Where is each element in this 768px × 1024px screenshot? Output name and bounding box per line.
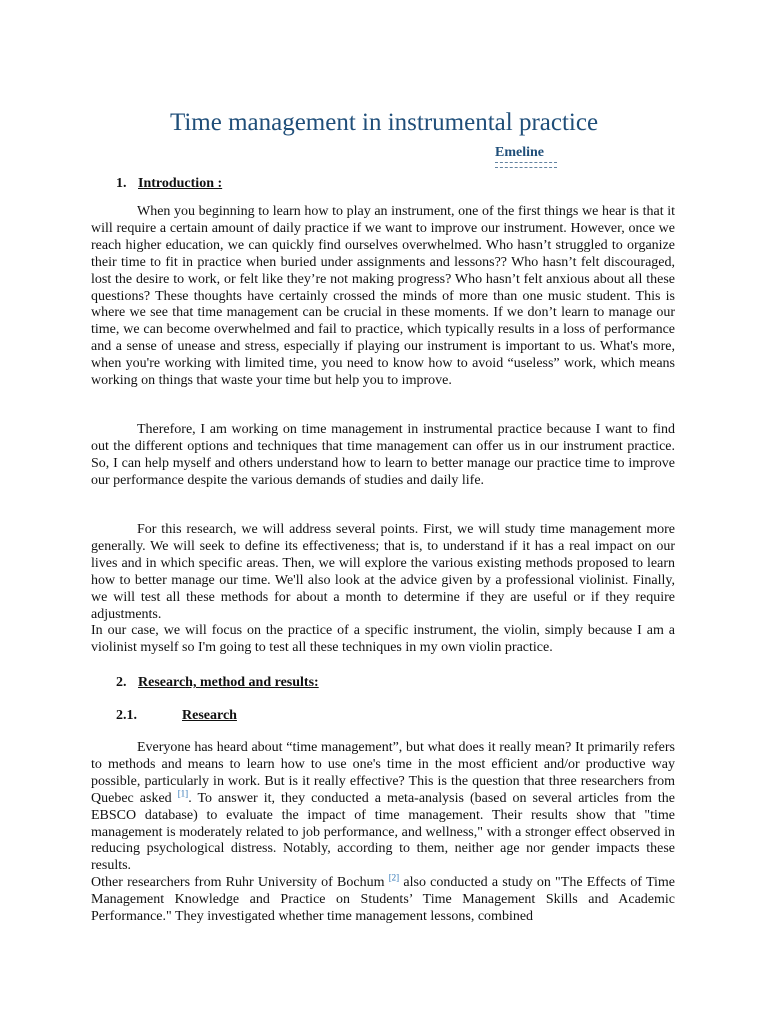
document-title: Time management in instrumental practice — [169, 109, 599, 136]
paragraph-research-1 — [91, 740, 675, 875]
subsection-number: 2.1. — [116, 708, 137, 723]
subsection-heading-research — [116, 707, 237, 724]
author-affiliation-line — [495, 162, 557, 168]
paragraph-introduction-2: Therefore, I am working on time management in instrumental practice because I want to find out the different options and techniques that time management can offer us in our instrument practice. So, I can help myself and others understand how to learn to better manage our practice time to improve our performance despite the various demands of studies and daily life. — [91, 422, 675, 488]
section-heading-research-method — [116, 674, 319, 691]
paragraph-research-2 — [91, 872, 675, 926]
paragraph-text: also conducted a study on "The Effects of Time Management Knowledge and Practice on Students’ Time Management Skills and Academic Performance." They investigated whether time management lessons, combined — [91, 875, 675, 924]
paragraph-introduction-4: In our case, we will focus on the practice of a specific instrument, the violin, simply because I am a violinist myself so I'm going to test all these techniques in my own violin practice. — [91, 623, 675, 655]
citation-link-2[interactable]: [2] — [388, 872, 400, 883]
section-number: 1. — [116, 176, 127, 191]
paragraph-introduction-1: When you beginning to learn how to play an instrument, one of the first things we hear is that it will require a certain amount of daily practice if we want to improve our instrument. However, once we reach higher education, we can quickly find ourselves overwhelmed. Who hasn’t struggled to organize their time to fit in practice when buried under assignments and lessons?? Who hasn’t felt discouraged, lost the desire to work, or felt like they’re not making progress? Who hasn’t felt anxious about all these questions? These thoughts have certainly crossed the minds of more than one music student. This is where we see that time management can be crucial in these moments. If we don’t learn to manage our time, we can become overwhelmed and fail to practice, which typically results in a loss of performance and a sense of unease and stress, especially if playing our instrument is important to us. What's more, when you're working with limited time, you need to know how to avoid “useless” work, which means working on things that waste your time but help you to improve. — [91, 204, 675, 389]
subsection-label: Research — [182, 708, 237, 723]
paragraph-text: Other researchers from Ruhr University of Bochum — [91, 875, 389, 890]
section-label: Research, method and results: — [138, 675, 319, 690]
paragraph-text: Everyone has heard about “time management”, but what does it really mean? It primarily refers to methods and means to learn how to use one's time in the most efficient and/or productive way possible, particularly in work. But is it really effective? This is the question that three researchers from Quebec asked — [91, 740, 675, 806]
citation-link-1[interactable]: [1] — [177, 788, 189, 799]
paragraph-text: . To answer it, they conducted a meta-analysis (based on several articles from the EBSCO database) to evaluate the impact of time management. Their results show that "time management is moderately related to job performance, and wellness," with a stronger effect observed in reducing psychological distress. Notably, according to them, neither age nor gender impacts these results. — [91, 790, 675, 874]
author-name: Emeline — [495, 145, 544, 160]
section-heading-introduction — [116, 175, 222, 192]
section-label: Introduction : — [138, 176, 223, 191]
paragraph-introduction-3: For this research, we will address several points. First, we will study time management more generally. We will seek to define its effectiveness; that is, to understand if it has a real impact on our lives and in which specific areas. Then, we will explore the various existing methods proposed to learn how to better manage our time. We'll also look at the advice given by a professional violinist. Finally, we will test all these methods for about a month to determine if they are useful or if they require adjustments. — [91, 522, 675, 622]
section-number: 2. — [116, 675, 127, 690]
